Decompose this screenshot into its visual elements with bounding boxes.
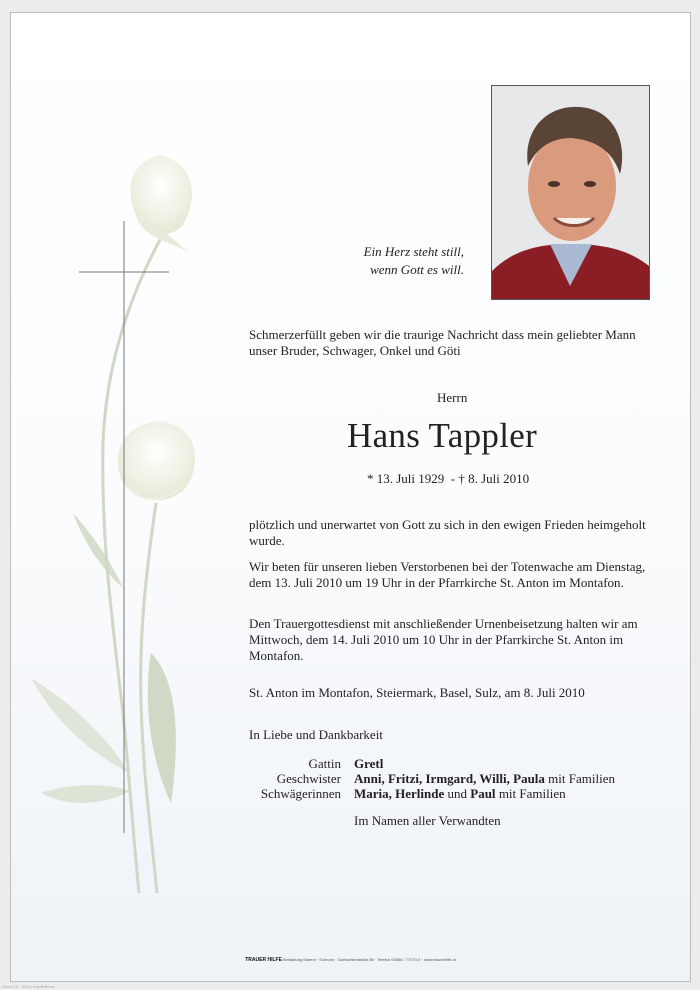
print-watermark: Abrus 10 - 8/Sa | tmk/fkdh/nts [2, 984, 55, 989]
relative-names-row [354, 756, 615, 771]
leaf [148, 653, 176, 803]
deceased-name: Hans Tappler [347, 416, 538, 455]
paragraph: plötzlich und unerwartet von Gott zu sich in den ewigen Frieden heimgeholt wurde. [249, 517, 646, 548]
salutation: Herrn [437, 390, 468, 405]
relative-names-row [354, 786, 615, 801]
relative-names-row [354, 771, 615, 786]
relatives-roles [261, 756, 341, 801]
rose-cross-illustration [11, 13, 231, 981]
role-label: Geschwister [276, 771, 341, 786]
footer-text: Bestattung Marent · Schruns · Gantschierstraße 88 · Telefon 05556 / 77070-0 · www.trauerhilfe.at [283, 957, 456, 962]
relative-names: Paul [470, 786, 496, 801]
closing-line: Im Namen aller Verwandten [354, 813, 501, 828]
love-line: In Liebe und Dankbarkeit [249, 727, 383, 742]
verse [364, 243, 464, 279]
rose-bloom [130, 155, 192, 235]
footer-brand: TRAUER HILFE [245, 957, 282, 963]
intro-text: Schmerzerfüllt geben wir die traurige Nachricht dass mein geliebter Mann unser Bruder, Schwager, Onkel und Göti [249, 327, 636, 358]
paragraph: Wir beten für unseren lieben Verstorbenen bei der Totenwache am Dienstag, dem 13. Juli 2010 um 19 Uhr in der Pfarrkirche St. Anton im Montafon. [249, 559, 646, 590]
relative-names: Gretl [354, 756, 384, 771]
relative-suffix: mit Familien [544, 771, 615, 786]
leaf [73, 513, 123, 588]
relatives-names [354, 756, 615, 801]
relative-names: Maria, Herlinde [354, 786, 445, 801]
relative-suffix: mit Familien [495, 786, 566, 801]
relative-names: Anni, Fritzi, Irmgard, Willi, Paula [354, 771, 545, 786]
portrait-photo [491, 85, 650, 300]
leaf [31, 678, 129, 773]
verse-line: wenn Gott es will. [370, 262, 464, 277]
portrait-image [492, 86, 649, 299]
funeral-home-footer [11, 957, 690, 963]
role-label: Gattin [308, 756, 341, 771]
verse-line: Ein Herz steht still, [363, 244, 464, 259]
paragraph: Den Trauergottesdienst mit anschließender Urnenbeisetzung halten wir am Mittwoch, dem 14. Juli 2010 um 10 Uhr in der Pfarrkirche St. Anton im Montafon. [249, 616, 638, 663]
relative-and: und [444, 786, 471, 801]
life-dates: * 13. Juli 1929 - † 8. Juli 2010 [367, 471, 530, 486]
leaf [41, 785, 131, 803]
role-label: Schwägerinnen [260, 786, 341, 801]
place-date: St. Anton im Montafon, Steiermark, Basel, Sulz, am 8. Juli 2010 [249, 685, 585, 700]
obituary-card [10, 12, 691, 982]
